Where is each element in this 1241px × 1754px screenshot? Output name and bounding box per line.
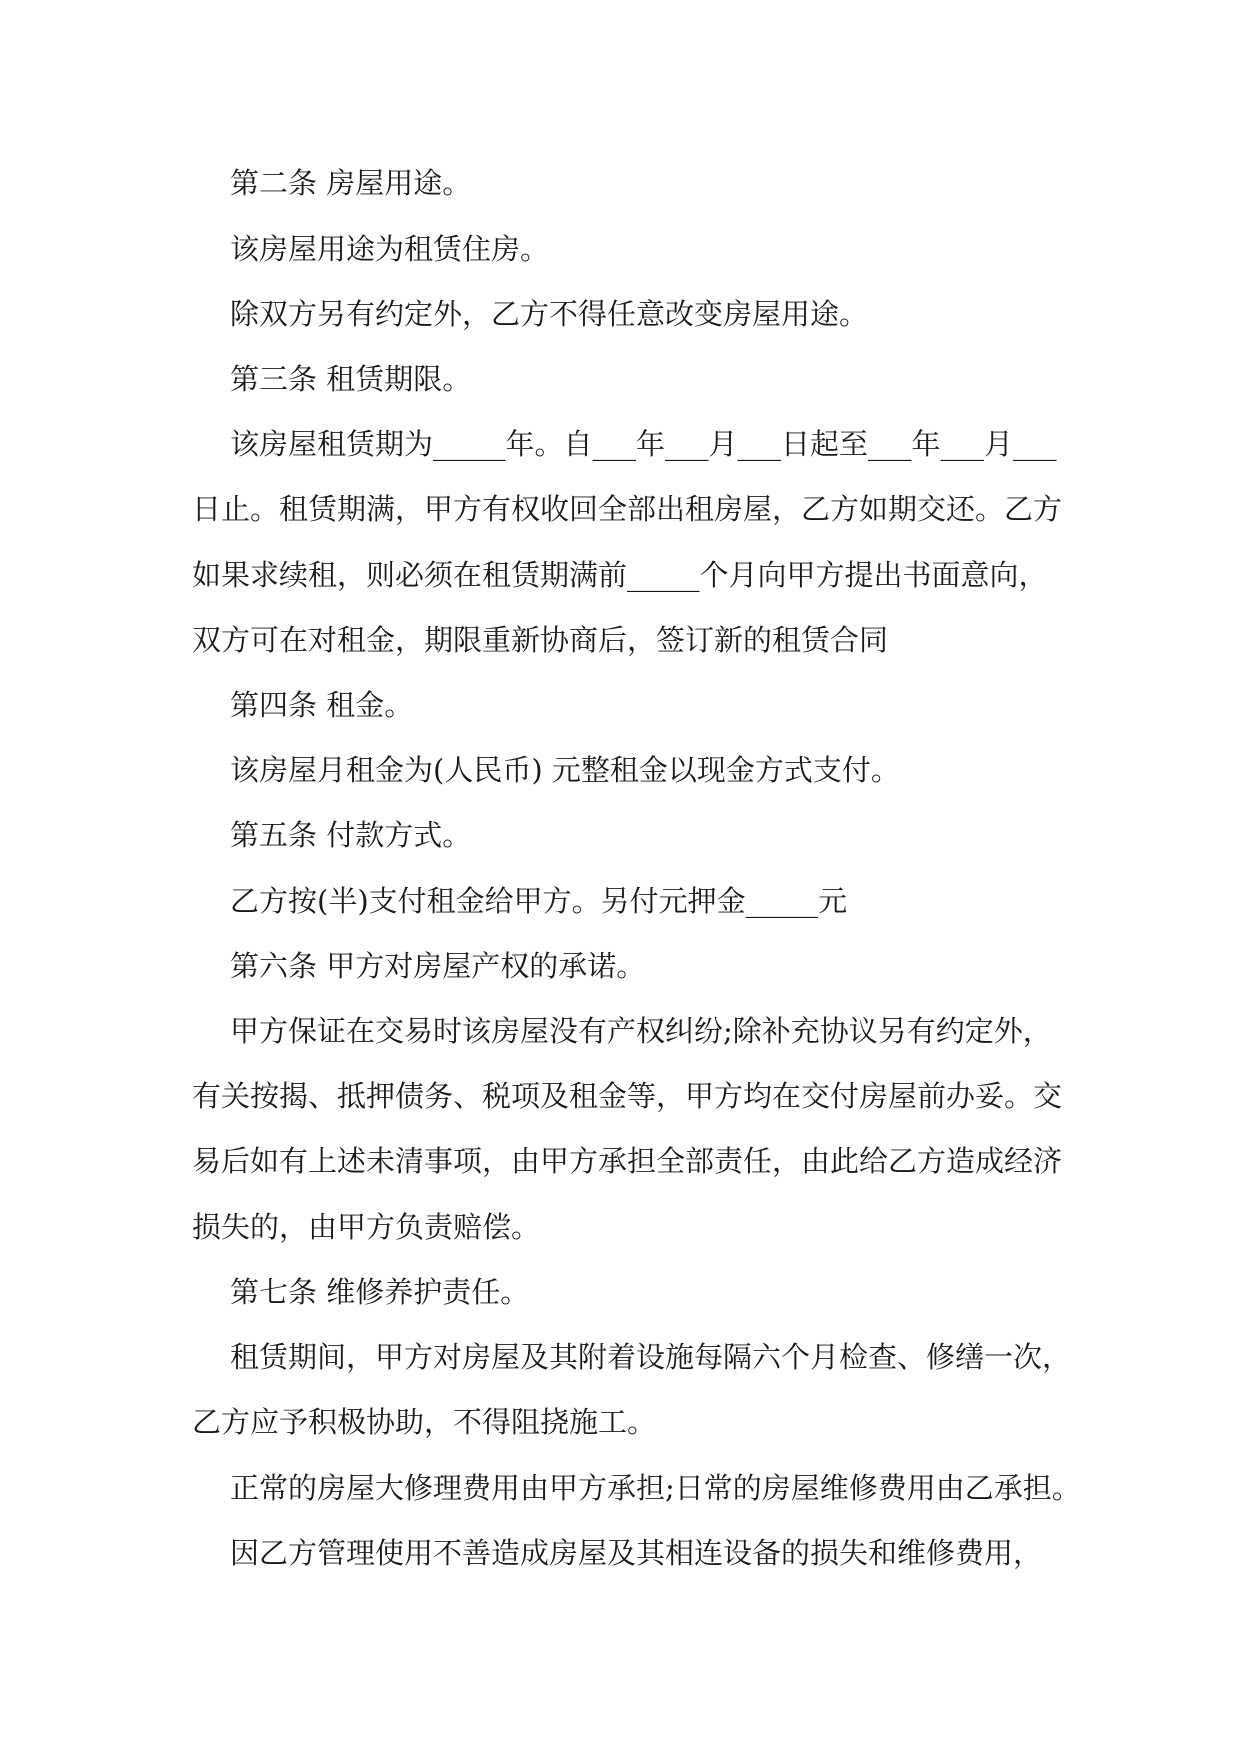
paragraph-line: 该房屋租赁期为_____年。自___年___月___日起至___年___月___	[230, 427, 1057, 461]
article-5-heading: 第五条 付款方式。	[230, 818, 472, 852]
article-7-heading: 第七条 维修养护责任。	[230, 1275, 530, 1309]
paragraph-line: 因乙方管理使用不善造成房屋及其相连设备的损失和维修费用，	[230, 1536, 1043, 1570]
paragraph-line: 双方可在对租金，期限重新协商后，签订新的租赁合同	[192, 623, 889, 657]
paragraph-line: 日止。租赁期满，甲方有权收回全部出租房屋，乙方如期交还。乙方	[192, 492, 1063, 526]
paragraph-line: 易后如有上述未清事项，由甲方承担全部责任，由此给乙方造成经济	[192, 1144, 1063, 1178]
paragraph-line: 租赁期间，甲方对房屋及其附着设施每隔六个月检查、修缮一次，	[230, 1340, 1072, 1374]
paragraph-line: 该房屋月租金为(人民币) 元整租金以现金方式支付。	[230, 753, 900, 787]
article-4-heading: 第四条 租金。	[230, 688, 414, 722]
article-6-heading: 第六条 甲方对房屋产权的承诺。	[230, 949, 646, 983]
paragraph-line: 该房屋用途为租赁住房。	[230, 232, 550, 266]
paragraph-line: 乙方应予积极协助，不得阻挠施工。	[192, 1405, 657, 1439]
paragraph-line: 甲方保证在交易时该房屋没有产权纠纷;除补充协议另有约定外，	[230, 1014, 1052, 1048]
article-2-heading: 第二条 房屋用途。	[230, 166, 472, 200]
article-3-heading: 第三条 租赁期限。	[230, 362, 472, 396]
paragraph-line: 乙方按(半)支付租金给甲方。另付元押金_____元	[230, 884, 848, 918]
paragraph-line: 如果求续租，则必须在租赁期满前_____个月向甲方提出书面意向，	[192, 558, 1048, 592]
paragraph-line: 除双方另有约定外，乙方不得任意改变房屋用途。	[230, 297, 869, 331]
paragraph-line: 正常的房屋大修理费用由甲方承担;日常的房屋维修费用由乙承担。	[230, 1471, 1081, 1505]
paragraph-line: 有关按揭、抵押债务、税项及租金等，甲方均在交付房屋前办妥。交	[192, 1079, 1063, 1113]
paragraph-line: 损失的，由甲方负责赔偿。	[192, 1210, 541, 1244]
